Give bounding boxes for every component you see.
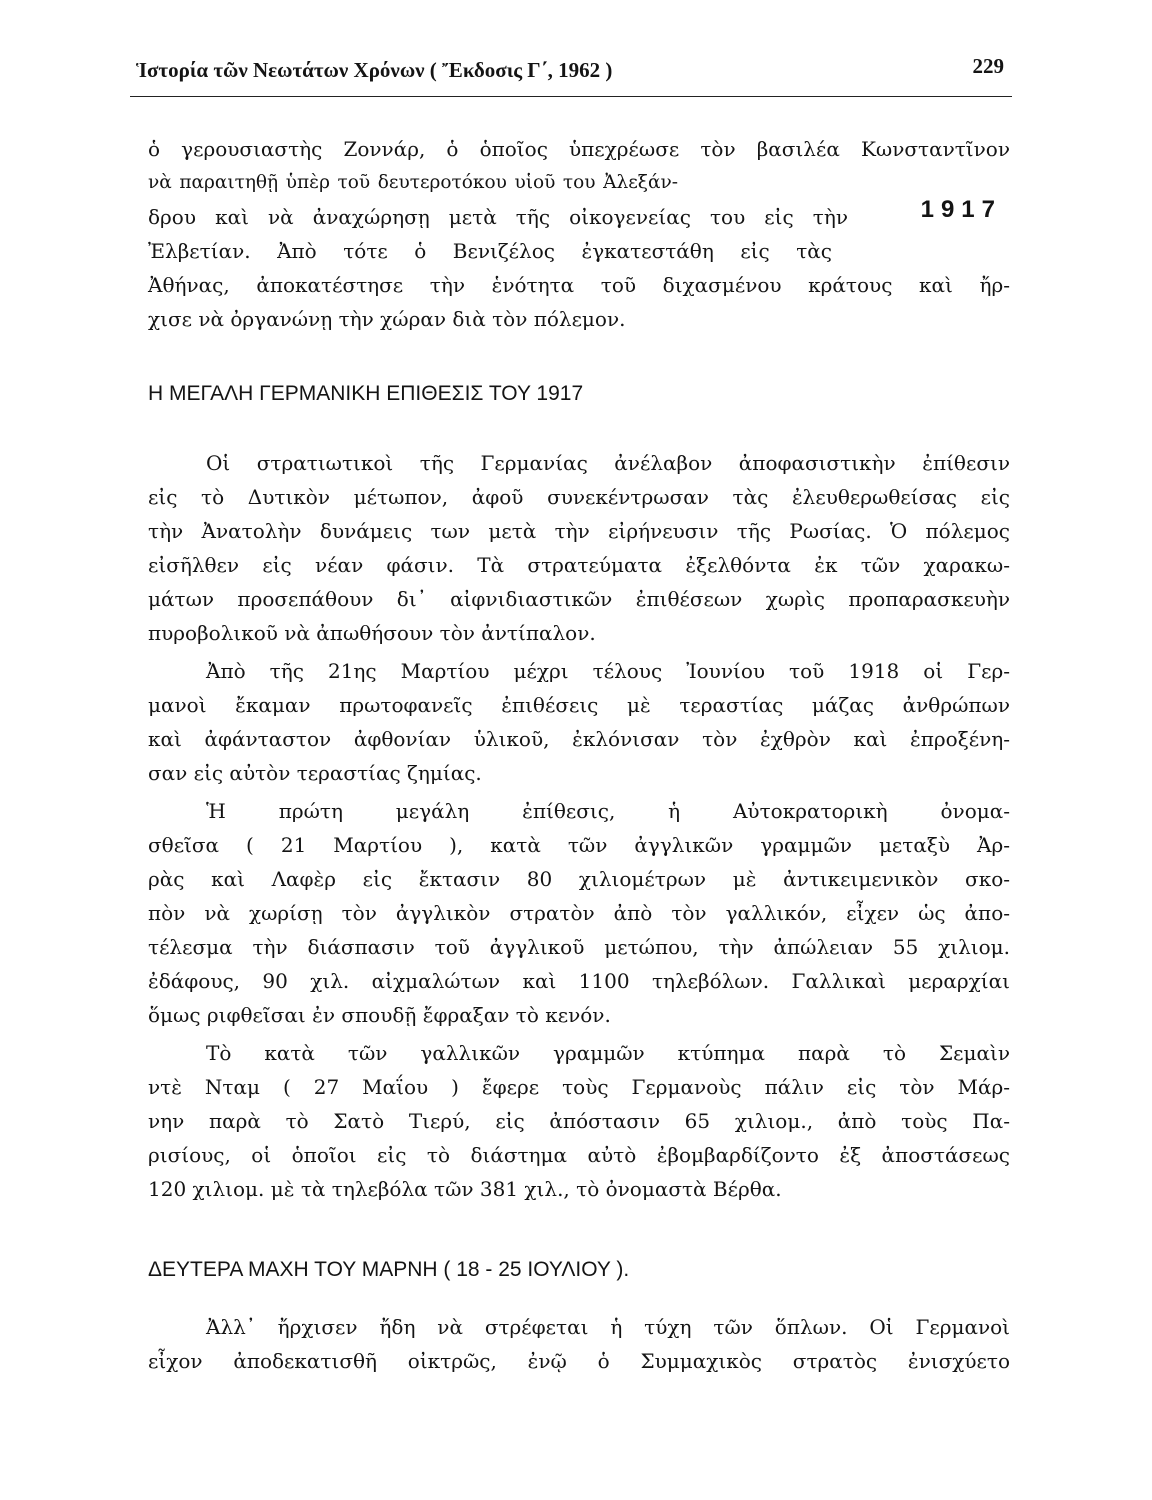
text-line: σθεῖσα ( 21 Μαρτίου ), κατὰ τῶν ἀγγλικῶν γραμμῶν μεταξὺ Ἀρ-	[148, 833, 1010, 857]
text-line: ὅμως ριφθεῖσαι ἐν σπουδῇ ἔφραξαν τὸ κενόν.	[148, 1003, 611, 1027]
text-line: εἰσῆλθεν εἰς νέαν φάσιν. Τὰ στρατεύματα ἐξελθόντα ἐκ τῶν χαρακω-	[148, 553, 1010, 577]
text-line: τὴν Ἀνατολὴν δυνάμεις των μετὰ τὴν εἰρήνευσιν τῆς Ρωσίας. Ὁ πόλεμος	[148, 519, 1010, 543]
section-heading: ΔΕΥΤΕΡΑ ΜΑΧΗ ΤΟΥ ΜΑΡΝΗ ( 18 - 25 ΙΟΥΛΙΟΥ ).	[148, 1258, 630, 1281]
text-line: νην παρὰ τὸ Σατὸ Τιερύ, εἰς ἀπόστασιν 65 χιλιομ., ἀπὸ τοὺς Πα-	[148, 1109, 1010, 1133]
text-line: Ἡ πρώτη μεγάλη ἐπίθεσις, ἡ Αὐτοκρατορικὴ ὀνομα-	[206, 799, 1010, 823]
text-line: Ἀπὸ τῆς 21ης Μαρτίου μέχρι τέλους Ἰουνίου τοῦ 1918 οἱ Γερ-	[206, 659, 1010, 683]
text-line: τέλεσμα τὴν διάσπασιν τοῦ ἀγγλικοῦ μετώπου, τὴν ἀπώλειαν 55 χιλιομ.	[148, 935, 1010, 959]
text-line: Οἱ στρατιωτικοὶ τῆς Γερμανίας ἀνέλαβον ἀποφασιστικὴν ἐπίθεσιν	[206, 451, 1010, 475]
text-line: πυροβολικοῦ νὰ ἀπωθήσουν τὸν ἀντίπαλον.	[148, 621, 596, 645]
text-line: μάτων προσεπάθουν δι᾽ αἰφνιδιαστικῶν ἐπιθέσεων χωρὶς προπαρασκευὴν	[148, 587, 1010, 611]
text-line: ρὰς καὶ Λαφὲρ εἰς ἔκτασιν 80 χιλιομέτρων μὲ ἀντικειμενικὸν σκο-	[148, 867, 1010, 891]
margin-year-note: 1917	[920, 196, 1002, 223]
text-line: Ἐλβετίαν. Ἀπὸ τότε ὁ Βενιζέλος ἐγκατεστάθη εἰς τὰς	[148, 239, 832, 263]
text-line: ὁ γερουσιαστὴς Ζοννάρ, ὁ ὁποῖος ὑπεχρέωσε τὸν βασιλέα Κωνσταντῖνον	[148, 137, 1010, 161]
text-line: σαν εἰς αὐτὸν τεραστίας ζημίας.	[148, 761, 482, 785]
page-number: 229	[972, 54, 1004, 78]
text-line: ντὲ Νταμ ( 27 Μαΐου ) ἔφερε τοὺς Γερμανοὺς πάλιν εἰς τὸν Μάρ-	[148, 1075, 1010, 1099]
text-line: χισε νὰ ὀργανώνῃ τὴν χώραν διὰ τὸν πόλεμον.	[148, 307, 626, 331]
text-line: μανοὶ ἔκαμαν πρωτοφανεῖς ἐπιθέσεις μὲ τεραστίας μάζας ἀνθρώπων	[148, 693, 1010, 717]
text-line: Ἀλλ᾽ ἤρχισεν ἤδη νὰ στρέφεται ἡ τύχη τῶν ὅπλων. Οἱ Γερμανοὶ	[206, 1315, 1010, 1339]
text-line: καὶ ἀφάνταστον ἀφθονίαν ὑλικοῦ, ἐκλόνισαν τὸν ἐχθρὸν καὶ ἐπροξένη-	[148, 727, 1010, 751]
header-rule	[130, 96, 1012, 97]
text-line: ρισίους, οἱ ὁποῖοι εἰς τὸ διάστημα αὐτὸ ἐβομβαρδίζοντο ἐξ ἀποστάσεως	[148, 1143, 1010, 1167]
text-line: 120 χιλιομ. μὲ τὰ τηλεβόλα τῶν 381 χιλ., τὸ ὀνομαστὰ Βέρθα.	[148, 1177, 782, 1201]
text-line: εἰς τὸ Δυτικὸν μέτωπον, ἀφοῦ συνεκέντρωσαν τὰς ἐλευθερωθείσας εἰς	[148, 485, 1010, 509]
section-heading: Η ΜΕΓΑΛΗ ΓΕΡΜΑΝΙΚΗ ΕΠΙΘΕΣΙΣ ΤΟΥ 1917	[148, 382, 584, 405]
text-line: Τὸ κατὰ τῶν γαλλικῶν γραμμῶν κτύπημα παρὰ τὸ Σεμαὶν	[206, 1041, 1010, 1065]
text-line: ἐδάφους, 90 χιλ. αἰχμαλώτων καὶ 1100 τηλεβόλων. Γαλλικαὶ μεραρχίαι	[148, 969, 1010, 993]
text-line: εἶχον ἀποδεκατισθῆ οἰκτρῶς, ἐνῷ ὁ Συμμαχικὸς στρατὸς ἐνισχύετο	[148, 1349, 1010, 1373]
book-title: Ἱστορία τῶν Νεωτάτων Χρόνων ( Ἔκδοσις Γ΄, 1962 )	[136, 58, 613, 82]
text-line: δρου καὶ νὰ ἀναχώρησῃ μετὰ τῆς οἰκογενείας του εἰς τὴν	[148, 205, 848, 229]
text-line: Ἀθήνας, ἀποκατέστησε τὴν ἑνότητα τοῦ διχασμένου κράτους καὶ ἤρ-	[148, 273, 1010, 297]
text-line: νὰ παραιτηθῇ ὑπὲρ τοῦ δευτεροτόκου υἱοῦ του Ἀλεξάν-	[148, 172, 678, 193]
text-line: πὸν νὰ χωρίσῃ τὸν ἀγγλικὸν στρατὸν ἀπὸ τὸν γαλλικόν, εἶχεν ὡς ἀπο-	[148, 901, 1010, 925]
